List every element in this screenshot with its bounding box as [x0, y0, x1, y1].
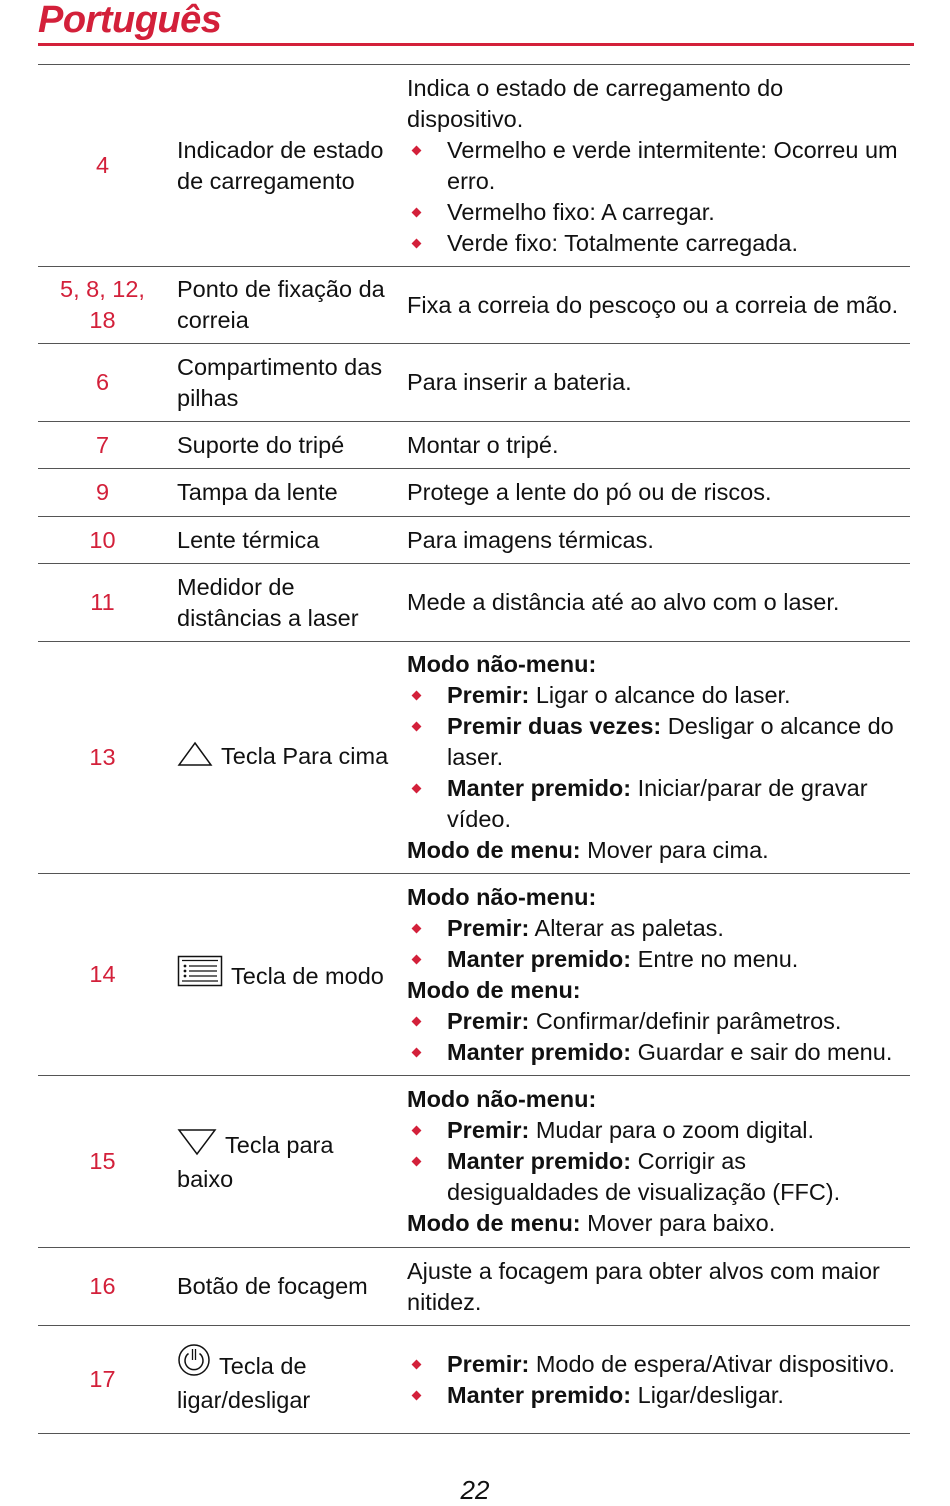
row-name: Tecla de modo	[167, 874, 395, 1076]
row-name: Tampa da lente	[167, 469, 395, 517]
row-number: 7	[38, 422, 167, 469]
list-item: Premir: Alterar as paletas.	[407, 913, 902, 944]
row-description	[395, 1326, 910, 1434]
row-description: Indica o estado de carregamento do dispositivo. Vermelho e verde intermitente: Ocorreu um erro. Vermelho fixo: A carregar. Verde fixo: Totalmente carregada.	[395, 65, 910, 267]
list-item: Vermelho e verde intermitente: Ocorreu um erro.	[407, 135, 902, 197]
list-item: Manter premido: Guardar e sair do menu.	[407, 1037, 902, 1068]
row-description: Para inserir a bateria.	[395, 344, 910, 422]
row-description: Ajuste a focagem para obter alvos com maior nitidez.	[395, 1248, 910, 1326]
table-row	[38, 267, 910, 344]
table-row	[38, 1248, 910, 1326]
header-rule	[38, 43, 914, 46]
menu-list-icon	[177, 955, 223, 995]
list-item: Premir: Confirmar/definir parâmetros.	[407, 1006, 902, 1037]
row-number: 16	[38, 1248, 167, 1326]
list-item: Premir: Ligar o alcance do laser.	[407, 680, 902, 711]
table-row	[38, 1326, 910, 1434]
row-description: Fixa a correia do pescoço ou a correia de mão.	[395, 267, 910, 344]
row-number: 10	[38, 517, 167, 564]
row-number: 17	[38, 1326, 167, 1434]
row-number: 4	[38, 65, 167, 267]
row-name: Lente térmica	[167, 517, 395, 564]
row-number: 13	[38, 642, 167, 874]
row-description: Modo não-menu: Premir: Alterar as paletas. Manter premido: Entre no menu. Modo de menu: Premir: Confirmar/definir parâmetros. Manter premido: Guardar e sair do menu.	[395, 874, 910, 1076]
row-description: Protege a lente do pó ou de riscos.	[395, 469, 910, 517]
row-number: 5, 8, 12, 18	[38, 267, 167, 344]
table-row	[38, 422, 910, 469]
list-item: Vermelho fixo: A carregar.	[407, 197, 902, 228]
row-description: Montar o tripé.	[395, 422, 910, 469]
list-item: Premir: Modo de espera/Ativar dispositivo.	[407, 1349, 902, 1380]
row-name: Tecla Para cima	[167, 642, 395, 874]
table-row	[38, 469, 910, 517]
language-title: Português	[38, 0, 222, 41]
row-name: Tecla de ligar/desligar	[167, 1326, 395, 1434]
table-row	[38, 344, 910, 422]
table-row	[38, 517, 910, 564]
row-number: 9	[38, 469, 167, 517]
row-name: Suporte do tripé	[167, 422, 395, 469]
table-row	[38, 564, 910, 642]
table-row	[38, 642, 910, 874]
list-item: Manter premido: Ligar/desligar.	[407, 1380, 902, 1411]
row-description: Modo não-menu: Premir: Ligar o alcance do laser. Premir duas vezes: Desligar o alcance do laser. Manter premido: Iniciar/parar de gravar vídeo. Modo de menu: Mover para cima.	[395, 642, 910, 874]
row-number: 11	[38, 564, 167, 642]
row-name: Compartimento das pilhas	[167, 344, 395, 422]
table-row	[38, 1076, 910, 1248]
row-number: 6	[38, 344, 167, 422]
table-row	[38, 65, 910, 267]
list-item: Manter premido: Iniciar/parar de gravar vídeo.	[407, 773, 902, 835]
list-item: Manter premido: Entre no menu.	[407, 944, 902, 975]
page-number: 22	[460, 1475, 490, 1505]
table-row	[38, 874, 910, 1076]
up-triangle-icon	[177, 741, 213, 775]
row-name: Medidor de distâncias a laser	[167, 564, 395, 642]
row-number: 15	[38, 1076, 167, 1248]
power-icon	[177, 1343, 211, 1385]
list-item: Premir: Mudar para o zoom digital.	[407, 1115, 902, 1146]
row-number: 14	[38, 874, 167, 1076]
list-item: Premir duas vezes: Desligar o alcance do laser.	[407, 711, 902, 773]
row-name: Indicador de estado de carregamento	[167, 65, 395, 267]
row-description: Modo não-menu: Premir: Mudar para o zoom digital. Manter premido: Corrigir as desigualdades de visualização (FFC). Modo de menu: Mover para baixo.	[395, 1076, 910, 1248]
row-description: Mede a distância até ao alvo com o laser.	[395, 564, 910, 642]
row-description: Para imagens térmicas.	[395, 517, 910, 564]
list-item: Verde fixo: Totalmente carregada.	[407, 228, 902, 259]
row-name: Botão de focagem	[167, 1248, 395, 1326]
row-name: Tecla para baixo	[167, 1076, 395, 1248]
page-header	[38, 0, 914, 40]
component-table	[38, 64, 910, 1434]
list-item: Manter premido: Corrigir as desigualdades de visualização (FFC).	[407, 1146, 902, 1208]
row-name: Ponto de fixação da correia	[167, 267, 395, 344]
down-triangle-icon	[177, 1128, 217, 1164]
